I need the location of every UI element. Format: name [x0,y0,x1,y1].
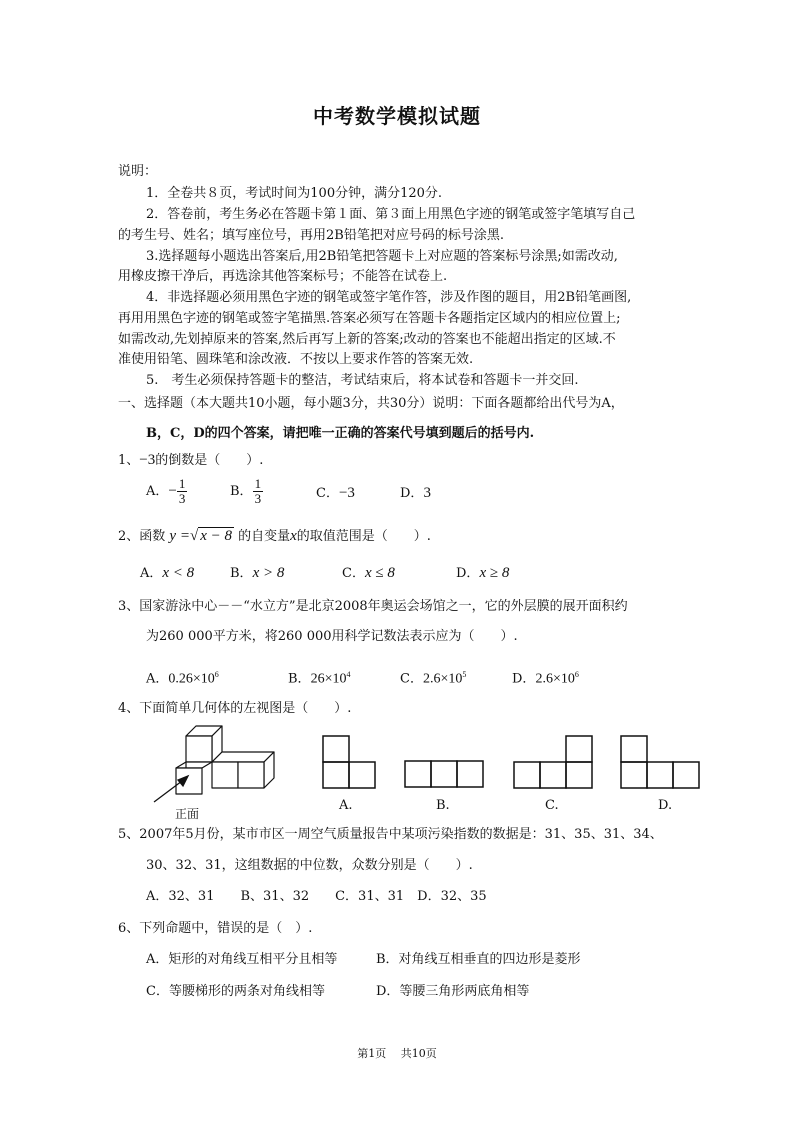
q2-b-value: x > 8 [252,565,285,581]
q1-option-d [400,485,431,502]
q3-c-label: C． [400,671,423,687]
instruction-2a: 2．答卷前，考生务必在答题卡第１面、第３面上用黑色字迹的钢笔或签字笔填写自己 [146,207,636,222]
q1-number: 1、 [118,453,140,468]
q2-option-d [456,565,509,582]
page-footer: 第1页 共10页 [357,1047,437,1060]
q3-a-label: A． [146,671,169,687]
q4-option-d-label: D. [658,798,673,813]
q3-b-mantissa: 26×10 [310,671,347,687]
instruction-3a: 3.选择题每小题选出答案后,用2B铅笔把答题卡上对应题的答案标号涂黑;如需改动, [146,249,618,264]
q6-option-c: C．等腰梯形的两条对角线相等 [146,984,325,999]
q1-expr: −3 [139,452,156,468]
instruction-3b: 用橡皮擦干净后，再选涂其他答案标号；不能答在试卷上. [118,269,448,284]
q1-a-label: A． [146,484,169,499]
q1-d-value: 3 [423,485,431,501]
question-1-stem [118,452,263,469]
q2-a-label: A． [140,566,163,581]
q1-option-a [146,477,187,506]
q3-d-exponent: 6 [574,670,579,679]
q2-stem-b: 的取值范围是（ ）. [296,529,431,544]
q3-b-label: B． [288,671,311,687]
q1-c-label: C． [316,486,339,501]
q4-cube-front-face [186,736,212,762]
q1-b-fraction [253,477,264,506]
q3-a-mantissa: 0.26×10 [168,671,215,687]
question-5-line1: 5、2007年5月份，某市市区一周空气质量报告中某项污染指数的数据是：31、35、31、34、 [118,827,663,842]
q5-options: A．32、31 B、31、32 C．31、31 D．32、35 [146,889,487,904]
q2-radicand: x − 8 [200,528,232,544]
q1-c-value: −3 [338,485,355,501]
instruction-1: 1．全卷共８页，考试时间为100分钟，满分120分. [146,186,443,201]
q6-option-d: D．等腰三角形两底角相等 [376,984,530,999]
q2-option-b [230,565,284,582]
q1-b-numerator: 1 [254,476,262,491]
instruction-4c: 如需改动,先划掉原来的答案,然后再写上新的答案;改动的答案也不能超出指定的区域.不 [118,332,616,347]
q3-d-label: D． [512,671,536,687]
q2-d-label: D． [456,566,480,581]
q1-d-label: D． [400,486,424,501]
q3-c-exponent: 5 [462,670,467,679]
q1-a-numerator: 1 [178,476,186,491]
q2-var: x [290,528,297,544]
q4-option-c-label: C. [545,798,559,813]
q4-option-a-label: A. [339,798,353,813]
q4-option-c-figure[interactable] [513,735,595,789]
q1-stem-text: 的倒数是（ ）. [155,453,264,468]
q6-option-b: B．对角线互相垂直的四边形是菱形 [376,952,581,967]
question-6-stem: 6、下列命题中，错误的是（ ）. [118,921,313,936]
section1-intro-cont: B，C，D的四个答案，请把唯一正确的答案代号填到题后的括号内. [146,426,535,441]
q2-b-label: B． [230,566,253,581]
instructions-heading: 说明： [118,164,158,179]
question-3-line2: 为260 000平方米，将260 000用科学记数法表示应为（ ）. [146,629,518,644]
q2-a-value: x < 8 [162,565,195,581]
q3-option-c [400,666,466,687]
q3-option-d [512,666,579,687]
question-4-stem: 4、下面简单几何体的左视图是（ ）. [118,701,352,716]
q1-b-label: B． [230,484,253,499]
instruction-4d: 准使用铅笔、圆珠笔和涂改液．不按以上要求作答的答案无效. [118,352,474,367]
instruction-2b: 的考生号、姓名；填写座位号，再用2B铅笔把对应号码的标号涂黑. [118,228,504,243]
q6-option-a: A．矩形的对角线互相平分且相等 [146,952,338,967]
question-2-stem: 2、函数 y =√ x − 8 的自变量x的取值范围是（ ）. [118,528,431,544]
q1-option-c [316,485,355,502]
q3-option-b [288,666,350,687]
q2-number: 2、函数 [118,529,166,544]
q2-d-value: x ≥ 8 [479,565,510,581]
q1-a-sign: − [168,483,177,499]
q1-a-denominator: 3 [178,491,186,506]
section1-intro: 一、选择题（本大题共10小题，每小题3分，共30分）说明：下面各题都给出代号为A， [118,396,624,411]
page-title: 中考数学模拟试题 [313,104,481,128]
q4-solid-figure [150,722,280,822]
q4-front-label: 正面 [175,807,200,821]
q4-option-b-label: B. [436,798,450,813]
q1-b-denominator: 3 [254,491,262,506]
q2-option-a [140,565,194,582]
q3-c-mantissa: 2.6×10 [422,671,463,687]
q4-option-a-figure[interactable] [322,735,402,789]
q2-y-eq: y = [169,528,190,544]
q1-a-fraction [177,477,188,506]
q4-cube-mid [212,762,238,788]
q3-a-exponent: 6 [214,670,219,679]
q4-option-d-figure[interactable] [620,735,702,789]
q3-d-mantissa: 2.6×10 [535,671,575,687]
q4-option-b-figure[interactable] [404,760,486,790]
q2-c-label: C． [342,566,365,581]
q2-option-c [342,565,395,582]
question-5-line2: 30、32、31，这组数据的中位数，众数分别是（ ）. [146,858,473,873]
q4-front-cube-top [176,762,212,768]
instruction-4b: 再用用黑色字迹的钢笔或签字笔描黑.答案必须写在答题卡各题指定区域内的相应位置上; [118,311,621,326]
q4-cube-right [238,762,264,788]
q2-stem-a: 的自变量 [238,529,291,544]
q2-c-value: x ≤ 8 [364,565,395,581]
q1-option-b [230,477,263,506]
q3-b-exponent: 4 [346,670,351,679]
question-3-line1: 3、国家游泳中心－－“水立方”是北京2008年奥运会场馆之一，它的外层膜的展开面积约 [118,599,628,614]
instruction-4a: 4．非选择题必须用黑色字迹的钢笔或签字笔作答，涉及作图的题目，用2B铅笔画图, [146,290,632,305]
q3-option-a [146,666,219,687]
instruction-5: 5. 考生必须保持答题卡的整洁，考试结束后，将本试卷和答题卡一并交回. [146,373,579,388]
